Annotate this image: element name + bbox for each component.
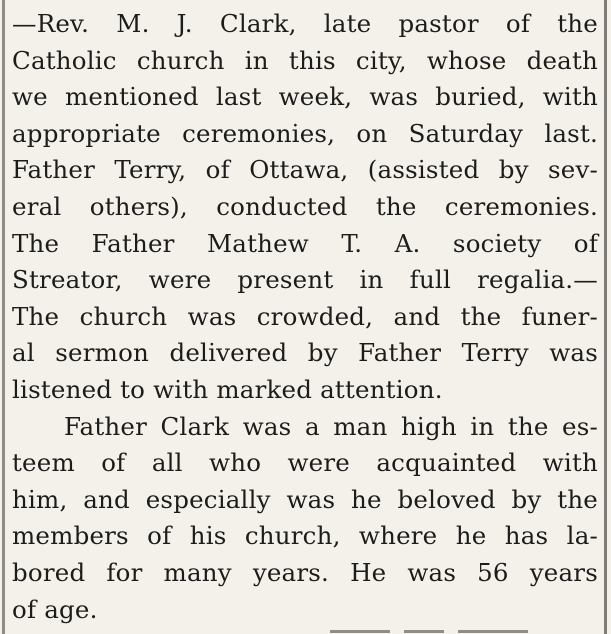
article-line: listened to with marked attention. bbox=[12, 374, 443, 404]
column-rule-right bbox=[604, 0, 607, 634]
article-line: bored for many years. He was 56 years bbox=[12, 557, 598, 587]
article-line: Streator, were present in full regalia.— bbox=[12, 265, 598, 295]
article-line: Father Clark was a man high in the es- bbox=[64, 411, 598, 441]
article-line: Catholic church in this city, whose death bbox=[12, 45, 598, 75]
article-line: appropriate ceremonies, on Saturday last. bbox=[12, 118, 598, 148]
obituary-article bbox=[12, 6, 598, 628]
column-rule-left bbox=[2, 0, 5, 634]
article-line: eral others), conducted the ceremonies. bbox=[12, 191, 598, 221]
article-line: The Father Mathew T. A. society of bbox=[12, 228, 598, 258]
article-line: teem of all who were acquainted with bbox=[12, 448, 598, 478]
article-line: Father Terry, of Ottawa, (assisted by sev- bbox=[12, 155, 598, 185]
cut-off-next-line bbox=[330, 620, 590, 634]
article-line: of age. bbox=[12, 594, 98, 624]
article-line: him, and especially was he beloved by the bbox=[12, 484, 598, 514]
article-line: —Rev. M. J. Clark, late pastor of the bbox=[12, 9, 598, 38]
article-line: members of his church, where he has la- bbox=[12, 521, 598, 551]
article-line: al sermon delivered by Father Terry was bbox=[12, 338, 598, 368]
article-line: The church was crowded, and the funer- bbox=[12, 301, 598, 331]
article-line: we mentioned last week, was buried, with bbox=[12, 82, 598, 112]
